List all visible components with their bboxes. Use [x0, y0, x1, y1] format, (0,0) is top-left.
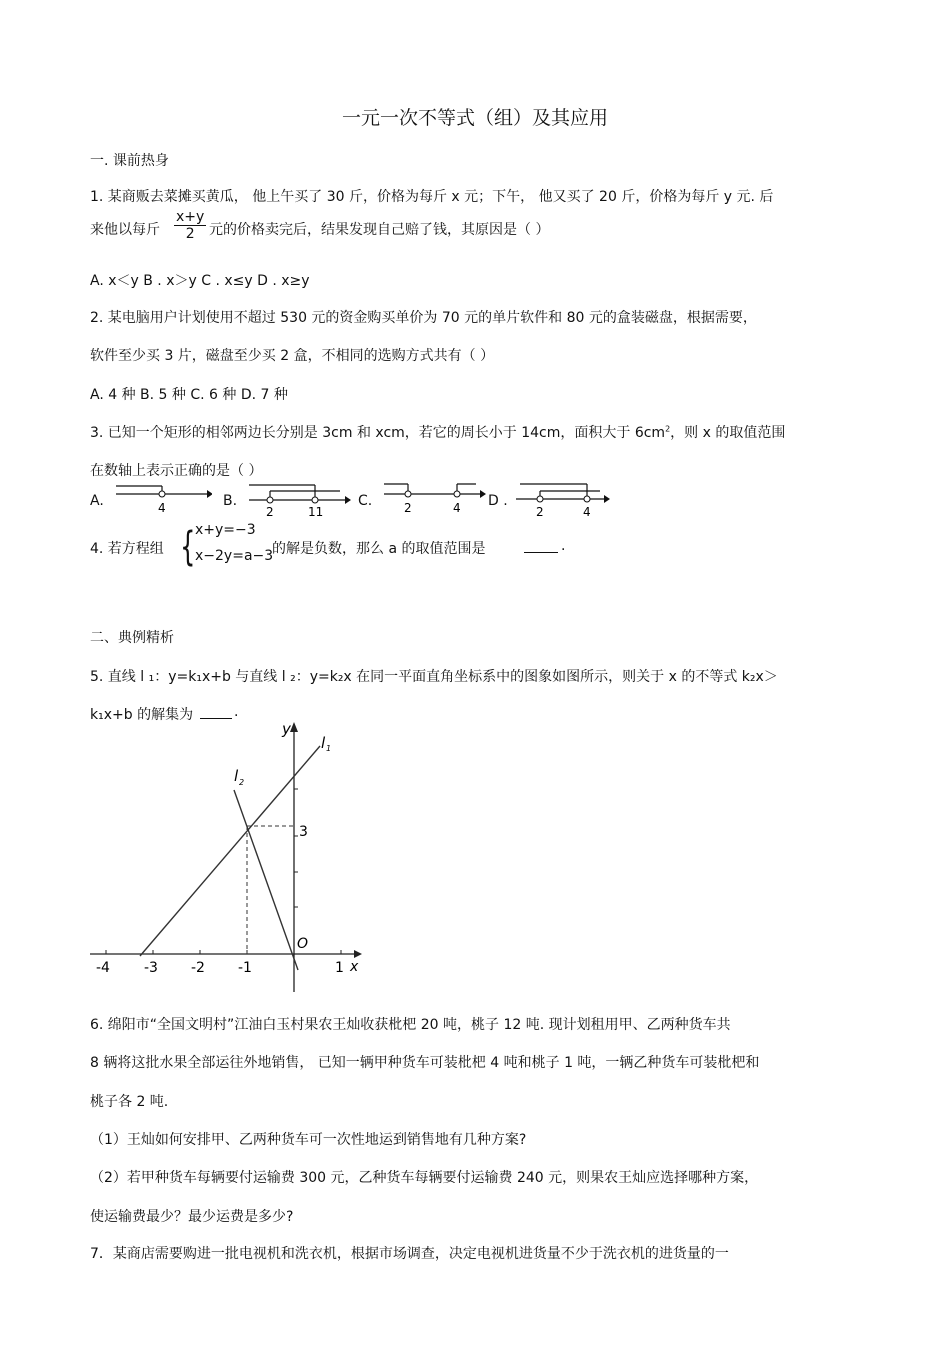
line-l1 [140, 746, 320, 956]
question-4-prefix: 4. 若方程组 [90, 541, 164, 557]
question-4-suffix: 的解是负数，那么 a 的取值范围是 [272, 541, 486, 557]
line-l2 [234, 790, 298, 970]
origin-label: O [297, 936, 309, 952]
question-1-options: A. x＜y B . x＞y C . x≤y D . x≥y [90, 273, 310, 289]
l1-subscript: 1 [326, 744, 332, 753]
number-line-option-a [112, 480, 212, 516]
y-tick-label: 3 [299, 824, 308, 840]
question-6-line-3: 桃子各 2 吨. [90, 1094, 169, 1110]
question-5-line-1: 5. 直线 l ₁：y=k₁x+b 与直线 l ₂：y=k₂x 在同一平面直角坐标系中的图象如图所示，则关于 x 的不等式 k₂x＞ [90, 669, 778, 685]
number-line-option-d [512, 478, 617, 518]
question-5-line-2: k₁x+b 的解集为 [90, 707, 194, 723]
l1-label: l [321, 734, 326, 752]
option-a-label: A. [90, 493, 104, 509]
question-6-line-2: 8 辆将这批水果全部运往外地销售， 已知一辆甲种货车可装枇杷 4 吨和桃子 1 吨，一辆乙种货车可装枇杷和 [90, 1055, 760, 1071]
coordinate-graph [88, 718, 368, 998]
number-line-option-b [245, 478, 355, 518]
option-d-label: D . [488, 493, 508, 509]
question-3-line-1-text: 3. 已知一个矩形的相邻两边长分别是 3cm 和 xcm，若它的周长小于 14cm，面积大于 6cm [90, 425, 666, 441]
question-1-line-2-prefix: 来他以每斤 [90, 222, 160, 238]
tick-label: 11 [308, 505, 324, 518]
fraction-denominator: 2 [185, 226, 195, 242]
question-4-period: . [561, 538, 566, 554]
question-2-line-2: 软件至少买 3 片，磁盘至少买 2 盒，不相同的选购方式共有（ ） [90, 348, 495, 364]
tick-label: 2 [266, 505, 274, 518]
system-brace: { [180, 524, 196, 570]
fraction-numerator: x+y [176, 209, 205, 225]
option-b-label: B. [223, 493, 238, 509]
question-6-line-1: 6. 绵阳市“全国文明村”江油白玉村果农王灿收获枇杷 20 吨，桃子 12 吨. 现计划租用甲、乙两种货车共 [90, 1017, 731, 1033]
tick-label: 4 [583, 505, 591, 518]
fraction-x-plus-y-over-2 [174, 209, 206, 242]
x-tick-label: -2 [191, 960, 205, 976]
equation-2: x−2y=a−3 [195, 548, 274, 564]
x-tick-label: -3 [144, 960, 158, 976]
question-2-line-1: 2. 某电脑用户计划使用不超过 530 元的资金购买单价为 70 元的单片软件和 80 元的盒装磁盘，根据需要， [90, 310, 757, 326]
number-line-option-c [380, 478, 490, 518]
tick-label: 4 [158, 501, 166, 515]
question-3-line-1-tail: ，则 x 的取值范围 [670, 425, 786, 441]
section-examples-heading: 二、典例精析 [90, 630, 174, 646]
equation-1: x+y=−3 [195, 522, 256, 538]
question-7-line-1: 7．某商店需要购进一批电视机和洗衣机，根据市场调查，决定电视机进货量不少于洗衣机的进货量的一 [90, 1246, 729, 1262]
question-1-line-1: 1. 某商贩去菜摊买黄瓜， 他上午买了 30 斤，价格为每斤 x 元；下午， 他又买了 20 斤，价格为每斤 y 元. 后 [90, 189, 774, 205]
question-3-line-1 [90, 422, 785, 442]
question-2-options: A. 4 种 B. 5 种 C. 6 种 D. 7 种 [90, 387, 288, 403]
y-axis-label: y [282, 720, 291, 738]
x-tick-label: 1 [335, 960, 344, 976]
tick-label: 4 [453, 501, 461, 515]
question-6-part-2-continued: 使运输费最少？最少运费是多少? [90, 1209, 294, 1225]
x-tick-label: -4 [96, 960, 110, 976]
page-title: 一元一次不等式（组）及其应用 [341, 107, 608, 129]
l2-subscript: 2 [239, 778, 245, 787]
tick-label: 2 [404, 501, 412, 515]
question-6-part-1: （1）王灿如何安排甲、乙两种货车可一次性地运到销售地有几种方案? [90, 1132, 527, 1148]
x-tick-label: -1 [238, 960, 252, 976]
question-3-line-2: 在数轴上表示正确的是（ ） [90, 463, 263, 479]
question-6-part-2: （2）若甲种货车每辆要付运输费 300 元，乙种货车每辆要付运输费 240 元，则果农王灿应选择哪种方案， [90, 1170, 759, 1186]
superscript-2: 2 [665, 424, 671, 434]
tick-label: 2 [536, 505, 544, 518]
section-warmup-heading: 一. 课前热身 [90, 153, 169, 169]
option-c-label: C. [358, 493, 373, 509]
question-5-period: . [234, 704, 239, 720]
x-axis-label: x [350, 959, 359, 975]
question-1-line-2-suffix: 元的价格卖完后，结果发现自己赔了钱，其原因是（ ） [209, 222, 550, 238]
l2-label: l [234, 767, 239, 785]
answer-blank-q4 [524, 552, 558, 553]
